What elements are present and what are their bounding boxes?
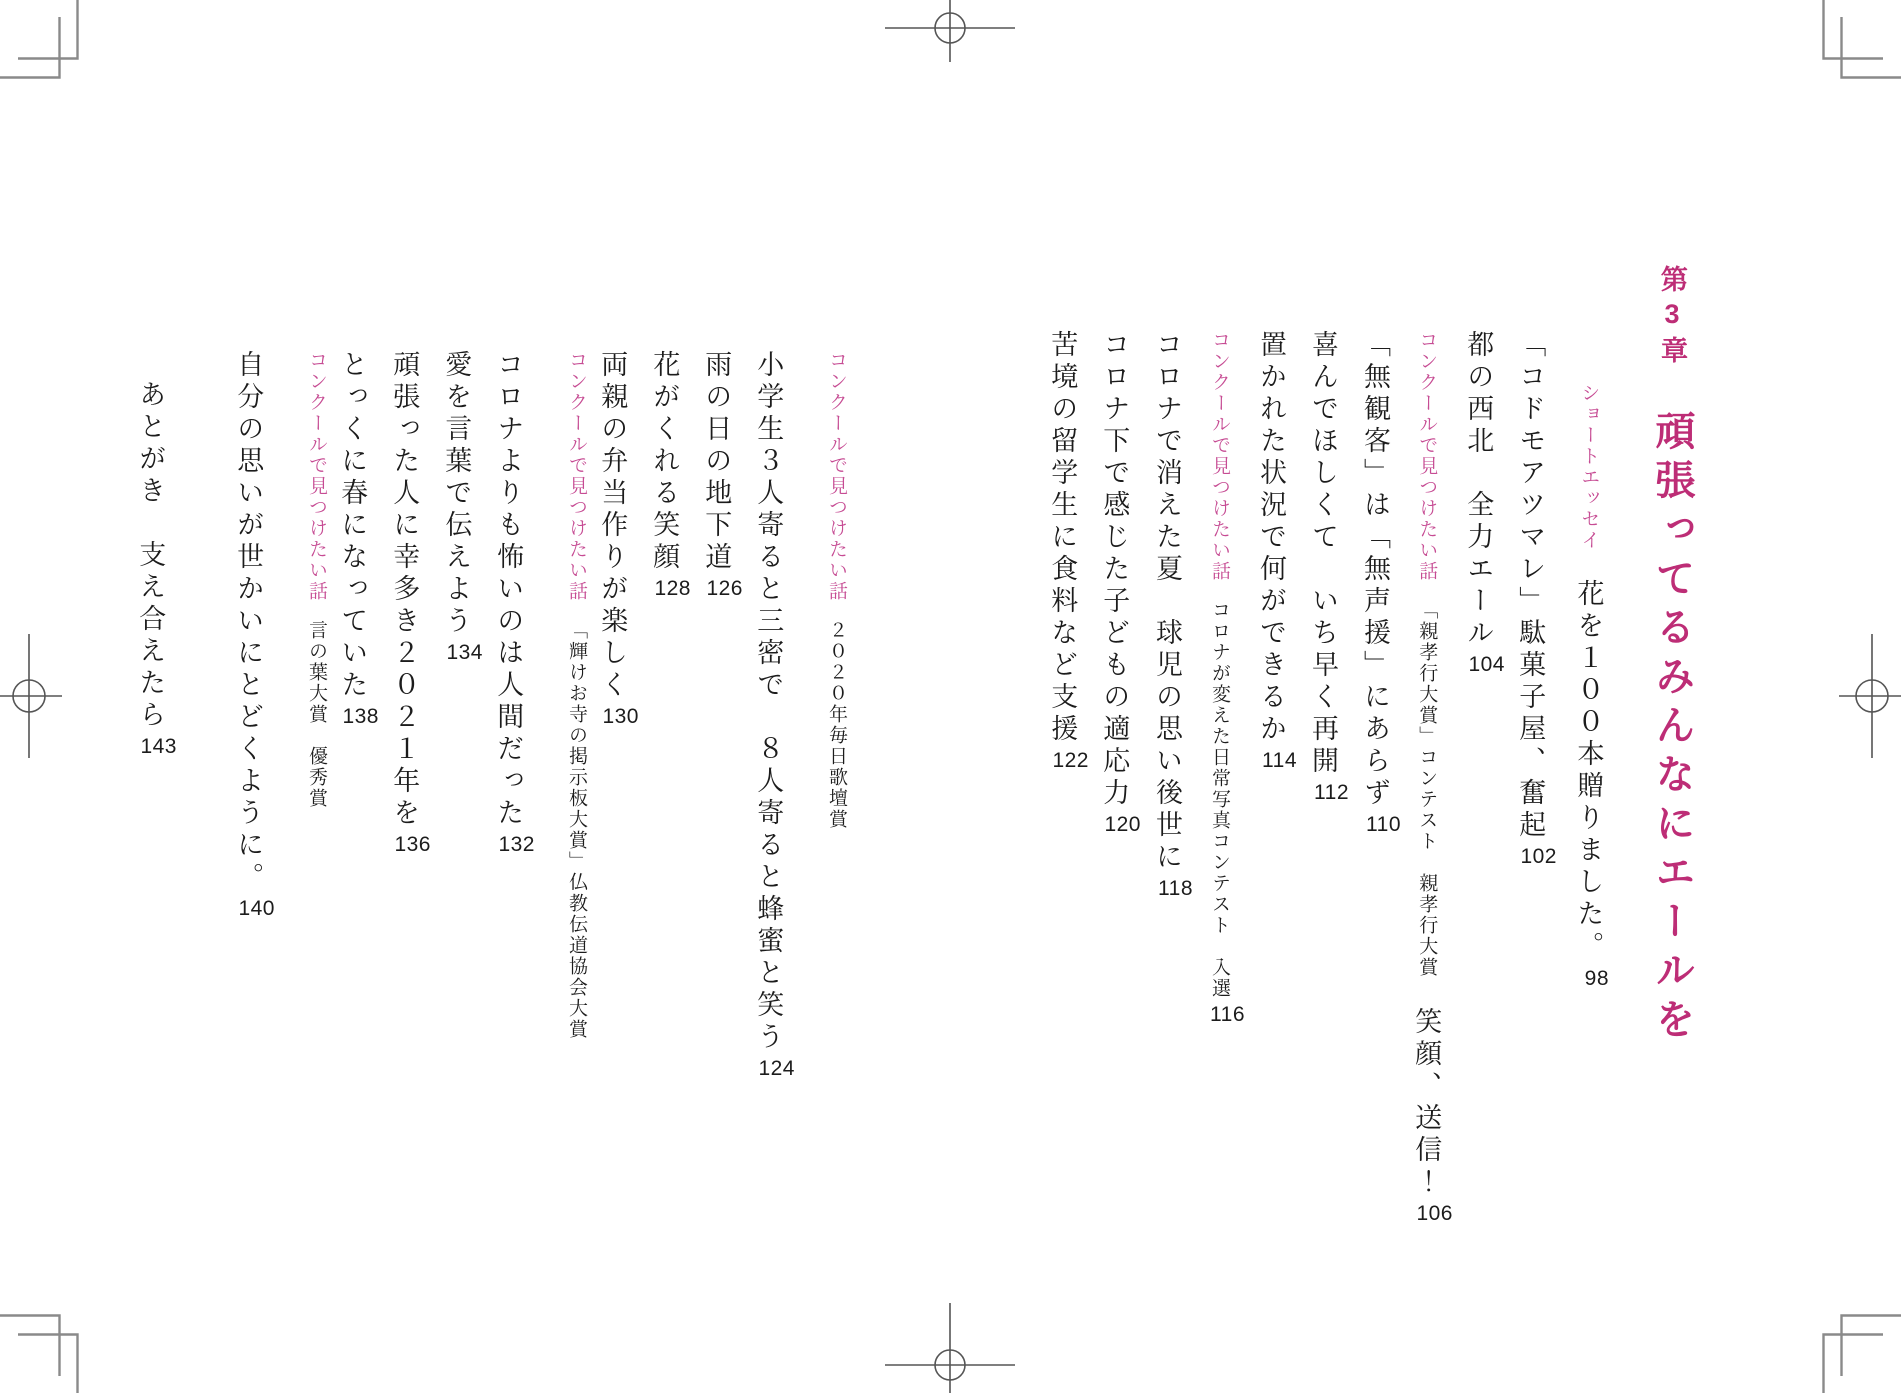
entry-page-number: 126 [706, 577, 743, 601]
entry-title: 雨の日の地下道 [701, 350, 732, 574]
toc-entry [327, 265, 379, 1390]
entry-title: コロナで消えた夏 球児の思い後世に [1152, 330, 1182, 874]
entry-page-number: 132 [498, 833, 535, 857]
entry-title: 花がくれる笑顔 [649, 350, 680, 574]
entry-title: 愛を言葉で伝えよう [441, 350, 472, 638]
entry-page-number: 118 [1158, 877, 1193, 901]
toc-entry [275, 265, 327, 1390]
entry-label: コンクールで見つけたい話 [1416, 330, 1438, 582]
toc-entry [431, 265, 483, 1390]
toc-entry [1141, 265, 1193, 1390]
entry-page-number: 134 [446, 641, 483, 665]
chapter-title: 頑張ってるみんなにエールを [1650, 410, 1694, 1048]
toc-entry [483, 265, 535, 1390]
entry-title: 苦境の留学生に食料など支援 [1047, 330, 1078, 746]
table-of-contents [125, 265, 1695, 1390]
entry-title: 両親の弁当作りが楽しく [597, 350, 628, 702]
entry-title: コロナ下で感じた子どもの適応力 [1099, 330, 1130, 810]
entry-title: とっくに春になっていた [337, 350, 368, 702]
entry-page-number: 106 [1416, 1202, 1453, 1226]
entry-title: 「コドモアツマレ」駄菓子屋、奮起 [1515, 330, 1546, 842]
entry-page-number: 140 [238, 897, 275, 921]
entry-page-number: 110 [1366, 813, 1401, 837]
toc-entry [795, 265, 847, 1390]
entry-title: 喜んでほしくて いち早く再開 [1308, 330, 1338, 778]
entry-page-number: 112 [1314, 781, 1349, 805]
entry-title: 「無観客」は「無声援」にあらず [1360, 330, 1390, 810]
toc-entry [1297, 265, 1349, 1390]
toc-entry [1557, 265, 1609, 1390]
entry-title: 置かれた状況で何ができるか [1256, 330, 1286, 746]
entry-contest-name: 言の葉大賞 優秀賞 [306, 620, 327, 810]
entry-page-number: 130 [602, 705, 639, 729]
entry-label: ショートエッセイ [1578, 383, 1600, 551]
entry-contest-name: 「輝けお寺の掲示板大賞」仏教伝道協会大賞 [566, 620, 587, 1041]
toc-entry [223, 265, 275, 1390]
entry-contest-name: コロナが変えた日常写真コンテスト 入選 [1209, 600, 1230, 1000]
chapter-number: 第3章 [1657, 265, 1687, 370]
entry-label: コンクールで見つけたい話 [1209, 330, 1230, 582]
toc-entry [743, 265, 795, 1390]
toc-entry [1349, 265, 1401, 1390]
entry-page-number: 138 [342, 705, 379, 729]
toc-entry [379, 265, 431, 1390]
toc-entry [1401, 265, 1453, 1390]
entry-contest-name: 「親孝行大賞」コンテスト 親孝行大賞 [1416, 600, 1438, 979]
toc-entry [1037, 265, 1089, 1390]
entry-contest-name: ２０２０年毎日歌壇賞 [826, 620, 847, 831]
toc-entry [1453, 265, 1505, 1390]
entry-title: 頑張った人に幸多き２０２１年を [389, 350, 420, 830]
entry-page-number: 136 [394, 833, 431, 857]
entry-page-number: 116 [1210, 1002, 1245, 1026]
toc-entry [1193, 265, 1245, 1390]
chapter-heading [1609, 265, 1695, 1390]
entry-page-number: 128 [654, 577, 691, 601]
toc-entry-afterword [125, 265, 177, 1390]
entry-page-number: 143 [140, 735, 177, 759]
entry-label: コンクールで見つけたい話 [826, 350, 847, 602]
toc-entry [639, 265, 691, 1390]
toc-entry [535, 265, 587, 1390]
entry-title: 笑顔、送信！ [1411, 1006, 1442, 1199]
toc-entry [1245, 265, 1297, 1390]
toc-entry [1089, 265, 1141, 1390]
entry-page-number: 98 [1584, 966, 1609, 990]
entry-page-number: 102 [1520, 845, 1557, 869]
entry-title: 都の西北 全力エール [1463, 330, 1494, 650]
entry-page-number: 104 [1468, 653, 1505, 677]
entry-page-number: 120 [1104, 813, 1141, 837]
entry-label: コンクールで見つけたい話 [566, 350, 587, 602]
entry-page-number: 124 [758, 1057, 795, 1081]
toc-entry [1505, 265, 1557, 1390]
toc-entry [691, 265, 743, 1390]
entry-title: 花を１００本贈りました。 [1573, 579, 1604, 964]
entry-title: 小学生３人寄ると三密で ８人寄ると蜂蜜と笑う [753, 350, 784, 1054]
entry-label: コンクールで見つけたい話 [306, 350, 327, 602]
entry-page-number: 114 [1262, 749, 1297, 773]
entry-title: あとがき 支え合えたら [135, 380, 166, 732]
entry-title: コロナよりも怖いのは人間だった [493, 350, 524, 830]
entry-title: 自分の思いが世かいにとどくように。 [233, 350, 264, 894]
entry-page-number: 122 [1052, 749, 1089, 773]
toc-entry [587, 265, 639, 1390]
